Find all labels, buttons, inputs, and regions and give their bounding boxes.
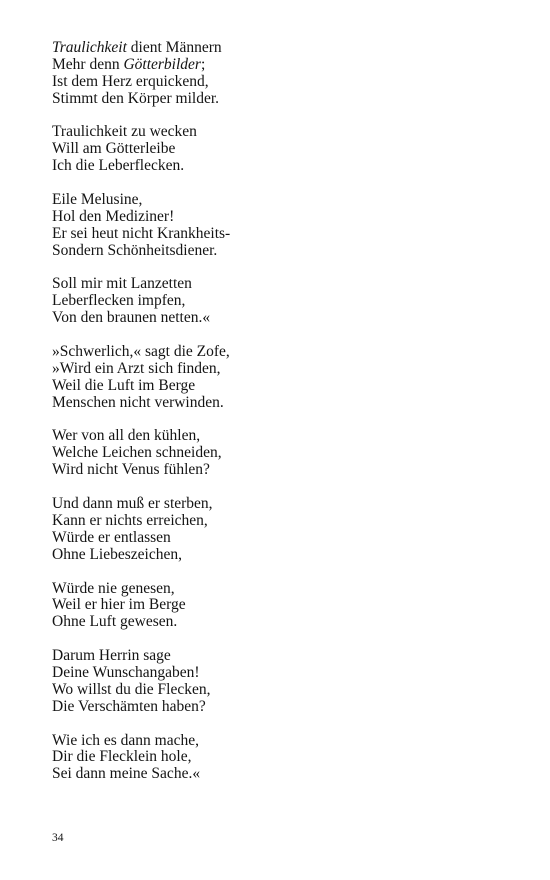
italic-text: Götterbilder <box>123 55 201 73</box>
poem-line: Sondern Schönheitsdiener. <box>52 241 218 259</box>
poem-line: Wie ich es dann mache, <box>52 731 199 749</box>
poem-line: Deine Wunschangaben! <box>52 663 200 681</box>
stanza <box>52 581 230 632</box>
poem-line: Kann er nichts erreichen, <box>52 511 208 529</box>
poem-line <box>52 40 230 57</box>
poem-line: Ist dem Herz erquickend, <box>52 72 209 90</box>
poem-line: Ich die Leberflecken. <box>52 157 185 175</box>
poem-line <box>52 57 230 74</box>
poem-line: Stimmt den Körper milder. <box>52 89 220 107</box>
poem-line: Weil die Luft im Berge <box>52 376 196 394</box>
poem-line: Will am Götterleibe <box>52 140 176 158</box>
poem <box>52 40 230 800</box>
stanza <box>52 648 230 716</box>
stanza <box>52 124 230 175</box>
stanza <box>52 344 230 412</box>
stanza <box>52 428 230 479</box>
text-segment: ; <box>200 55 206 73</box>
poem-line: »Wird ein Arzt sich finden, <box>52 359 221 377</box>
stanza <box>52 276 230 327</box>
poem-line: Eile Melusine, <box>52 191 143 209</box>
poem-line: Würde nie genesen, <box>52 579 175 597</box>
poem-line: Ohne Luft gewesen. <box>52 613 178 631</box>
page-number: 34 <box>52 832 64 844</box>
italic-text: Traulichkeit <box>52 39 127 56</box>
text-segment: Mehr denn <box>52 55 124 73</box>
poem-line: Menschen nicht verwinden. <box>52 393 224 411</box>
poem-line: Darum Herrin sage <box>52 647 171 665</box>
poem-line: Hol den Mediziner! <box>52 207 175 225</box>
poem-line: Leberflecken impfen, <box>52 292 186 310</box>
poem-line: Würde er entlassen <box>52 528 171 546</box>
stanza <box>52 40 230 108</box>
poem-line: Wer von all den kühlen, <box>52 427 201 445</box>
poem-line: Von den braunen netten.« <box>52 309 211 327</box>
poem-line: Dir die Flecklein hole, <box>52 748 192 766</box>
stanza <box>52 192 230 260</box>
stanza <box>52 496 230 564</box>
poem-line: Wird nicht Venus fühlen? <box>52 461 210 479</box>
poem-line: Ohne Liebeszeichen, <box>52 545 182 563</box>
poem-line: »Schwerlich,« sagt die Zofe, <box>52 343 230 361</box>
poem-line: Soll mir mit Lanzetten <box>52 275 192 293</box>
poem-line: Sei dann meine Sache.« <box>52 765 201 783</box>
poem-line: Weil er hier im Berge <box>52 596 186 614</box>
poem-line: Er sei heut nicht Krankheits- <box>52 224 231 242</box>
poem-line: Welche Leichen schneiden, <box>52 444 222 462</box>
poem-line: Die Verschämten haben? <box>52 697 206 715</box>
stanza <box>52 733 230 784</box>
text-segment: dient Männern <box>126 39 222 56</box>
poem-line: Wo willst du die Flecken, <box>52 680 211 698</box>
poem-line: Traulichkeit zu wecken <box>52 123 197 141</box>
poem-line: Und dann muß er sterben, <box>52 495 213 513</box>
